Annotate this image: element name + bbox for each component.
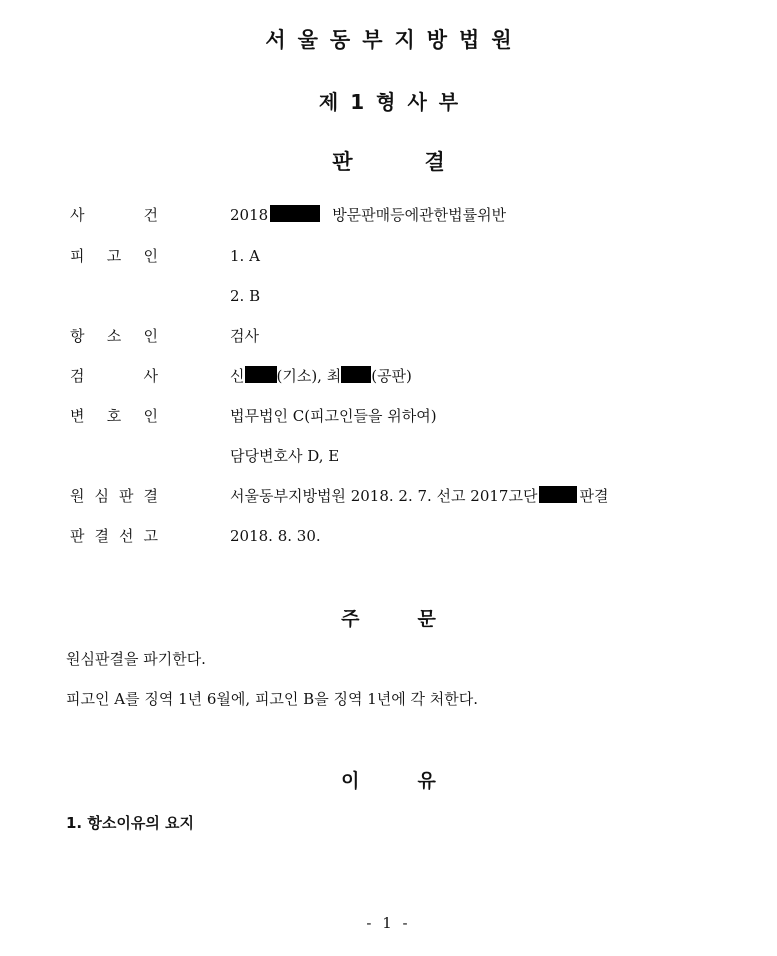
reasons-subheading: 1. 항소이유의 요지: [66, 814, 195, 832]
case-number-prefix: 2018: [230, 206, 269, 224]
reasons-heading: 이유: [341, 770, 494, 792]
verdict-date-value: 2018. 8. 30.: [230, 527, 321, 545]
appellant-value: 검사: [230, 327, 259, 345]
redaction-box: [341, 366, 371, 383]
order-heading: 주문: [341, 608, 494, 630]
lower-court-text: 서울동부지방법원 2018. 2. 7. 선고 2017고단: [230, 487, 538, 505]
order-line-1: 원심판결을 파기한다.: [66, 650, 206, 668]
document-title: 판결: [332, 150, 517, 174]
court-name: 서울동부지방법원: [265, 28, 524, 52]
appellant-label: 항 소 인: [70, 327, 158, 345]
page-number: - 1 -: [366, 914, 411, 932]
order-line-2: 피고인 A를 징역 1년 6월에, 피고인 B을 징역 1년에 각 처한다.: [66, 690, 478, 708]
case-value: [230, 204, 506, 226]
counsel-attorneys: 담당변호사 D, E: [230, 447, 340, 465]
lower-court-value: [230, 485, 608, 507]
case-label: 사 건: [70, 206, 158, 224]
verdict-date-label: 판 결 선 고: [70, 527, 158, 545]
redaction-box: [270, 205, 320, 222]
defendant-2: 2. B: [230, 287, 261, 305]
defendant-1: 1. A: [230, 247, 260, 265]
counsel-label: 변 호 인: [70, 407, 158, 425]
prosecutor-value: [230, 365, 412, 387]
prosecutor-2-role: (공판): [371, 367, 412, 385]
prosecutor-1-role: (기소), 최: [276, 367, 342, 385]
redaction-box: [539, 486, 577, 503]
lower-court-label: 원 심 판 결: [70, 487, 158, 505]
redaction-box: [245, 366, 277, 383]
counsel-firm: 법무법인 C(피고인들을 위하여): [230, 407, 437, 425]
lower-court-suffix: 판결: [579, 487, 609, 505]
prosecutor-1-surname: 신: [230, 367, 245, 385]
case-name: 방문판매등에관한법률위반: [332, 206, 507, 224]
court-division: 제1형사부: [318, 90, 471, 114]
defendant-label: 피 고 인: [70, 247, 158, 265]
prosecutor-label: 검 사: [70, 367, 158, 385]
